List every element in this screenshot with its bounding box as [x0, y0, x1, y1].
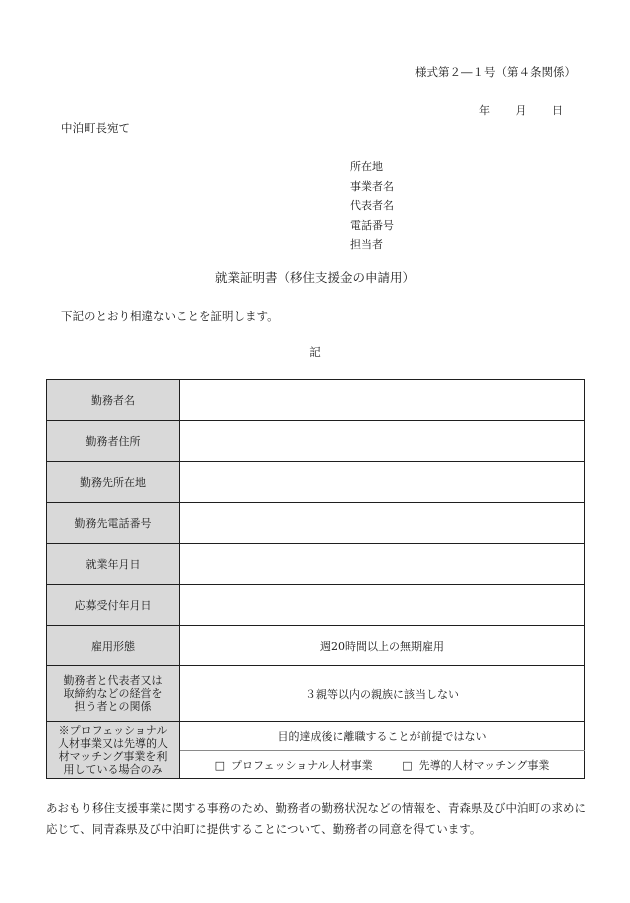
employment-type-value: 週20時間以上の無期雇用 — [180, 626, 585, 666]
certificate-table — [46, 379, 585, 779]
document-title: 就業証明書（移住支援金の申請用） — [214, 270, 415, 285]
table-row — [47, 666, 585, 722]
sender-field-location: 所在地 — [350, 160, 383, 173]
row-label-line: 担う者との関係 — [74, 700, 152, 713]
row-label: 勤務者名 — [47, 380, 180, 421]
sender-field-phone: 電話番号 — [350, 218, 394, 232]
date-day-label: 日 — [552, 104, 563, 117]
checkbox-professional-talent[interactable] — [215, 757, 373, 773]
program-checkboxes — [180, 751, 585, 779]
row-label-multiline — [47, 722, 180, 779]
row-label-line: ※プロフェッショナル — [58, 724, 168, 737]
row-label: 就業年月日 — [47, 544, 180, 585]
consent-statement: あおもり移住支援事業に関する事務のため、勤務者の勤務状況などの情報を、青森県及び中泊町の求めに応じて、同青森県及び中泊町に提供することについて、勤務者の同意を得ています。 — [46, 801, 587, 836]
row-label-line: 勤務者と代表者又は — [63, 674, 163, 687]
table-row — [47, 626, 585, 666]
worker-name-field[interactable] — [180, 380, 585, 421]
sender-field-representative: 代表者名 — [350, 199, 394, 212]
checkbox-label: 先導的人材マッチング事業 — [418, 758, 550, 772]
workplace-location-field[interactable] — [180, 462, 585, 503]
checkbox-leading-matching[interactable] — [402, 757, 549, 773]
table-row — [47, 585, 585, 626]
ki-mark: 記 — [309, 345, 321, 359]
table-row — [47, 462, 585, 503]
row-label: 応募受付年月日 — [47, 585, 180, 626]
row-label: 勤務者住所 — [47, 421, 180, 462]
row-label-multiline — [47, 666, 180, 722]
addressee: 中泊町長宛て — [61, 121, 130, 135]
row-label: 勤務先電話番号 — [47, 503, 180, 544]
table-row — [47, 722, 585, 751]
workplace-phone-field[interactable] — [180, 503, 585, 544]
table-row — [47, 380, 585, 421]
table-row — [47, 544, 585, 585]
sender-field-contact-person: 担当者 — [350, 238, 383, 251]
row-label-line: 人材事業又は先導的人 — [58, 737, 168, 750]
table-row — [47, 503, 585, 544]
checkbox-icon[interactable]: □ — [214, 758, 225, 772]
checkbox-icon[interactable]: □ — [402, 758, 413, 772]
row-label-line: 取締約などの経営を — [63, 687, 163, 700]
row-label-line: 用している場合のみ — [63, 763, 163, 776]
row-label-line: 材マッチング事業を利 — [58, 750, 168, 763]
row-label: 雇用形態 — [47, 626, 180, 666]
form-number: 様式第２―１号（第４条関係） — [415, 65, 576, 79]
application-date-field[interactable] — [180, 585, 585, 626]
date-line — [479, 102, 563, 118]
checkbox-label: プロフェッショナル人材事業 — [231, 758, 373, 772]
sender-field-business-name: 事業者名 — [350, 179, 394, 193]
employment-date-field[interactable] — [180, 544, 585, 585]
sender-block — [350, 157, 394, 255]
date-month-label: 月 — [515, 104, 527, 117]
date-year-label: 年 — [479, 104, 490, 117]
intro-text: 下記のとおり相違ないことを証明します。 — [61, 309, 279, 323]
table-row — [47, 421, 585, 462]
worker-address-field[interactable] — [180, 421, 585, 462]
row-label: 勤務先所在地 — [47, 462, 180, 503]
special-condition-value: 目的達成後に離職することが前提ではない — [180, 722, 585, 751]
relationship-value: ３親等以内の親族に該当しない — [180, 666, 585, 722]
